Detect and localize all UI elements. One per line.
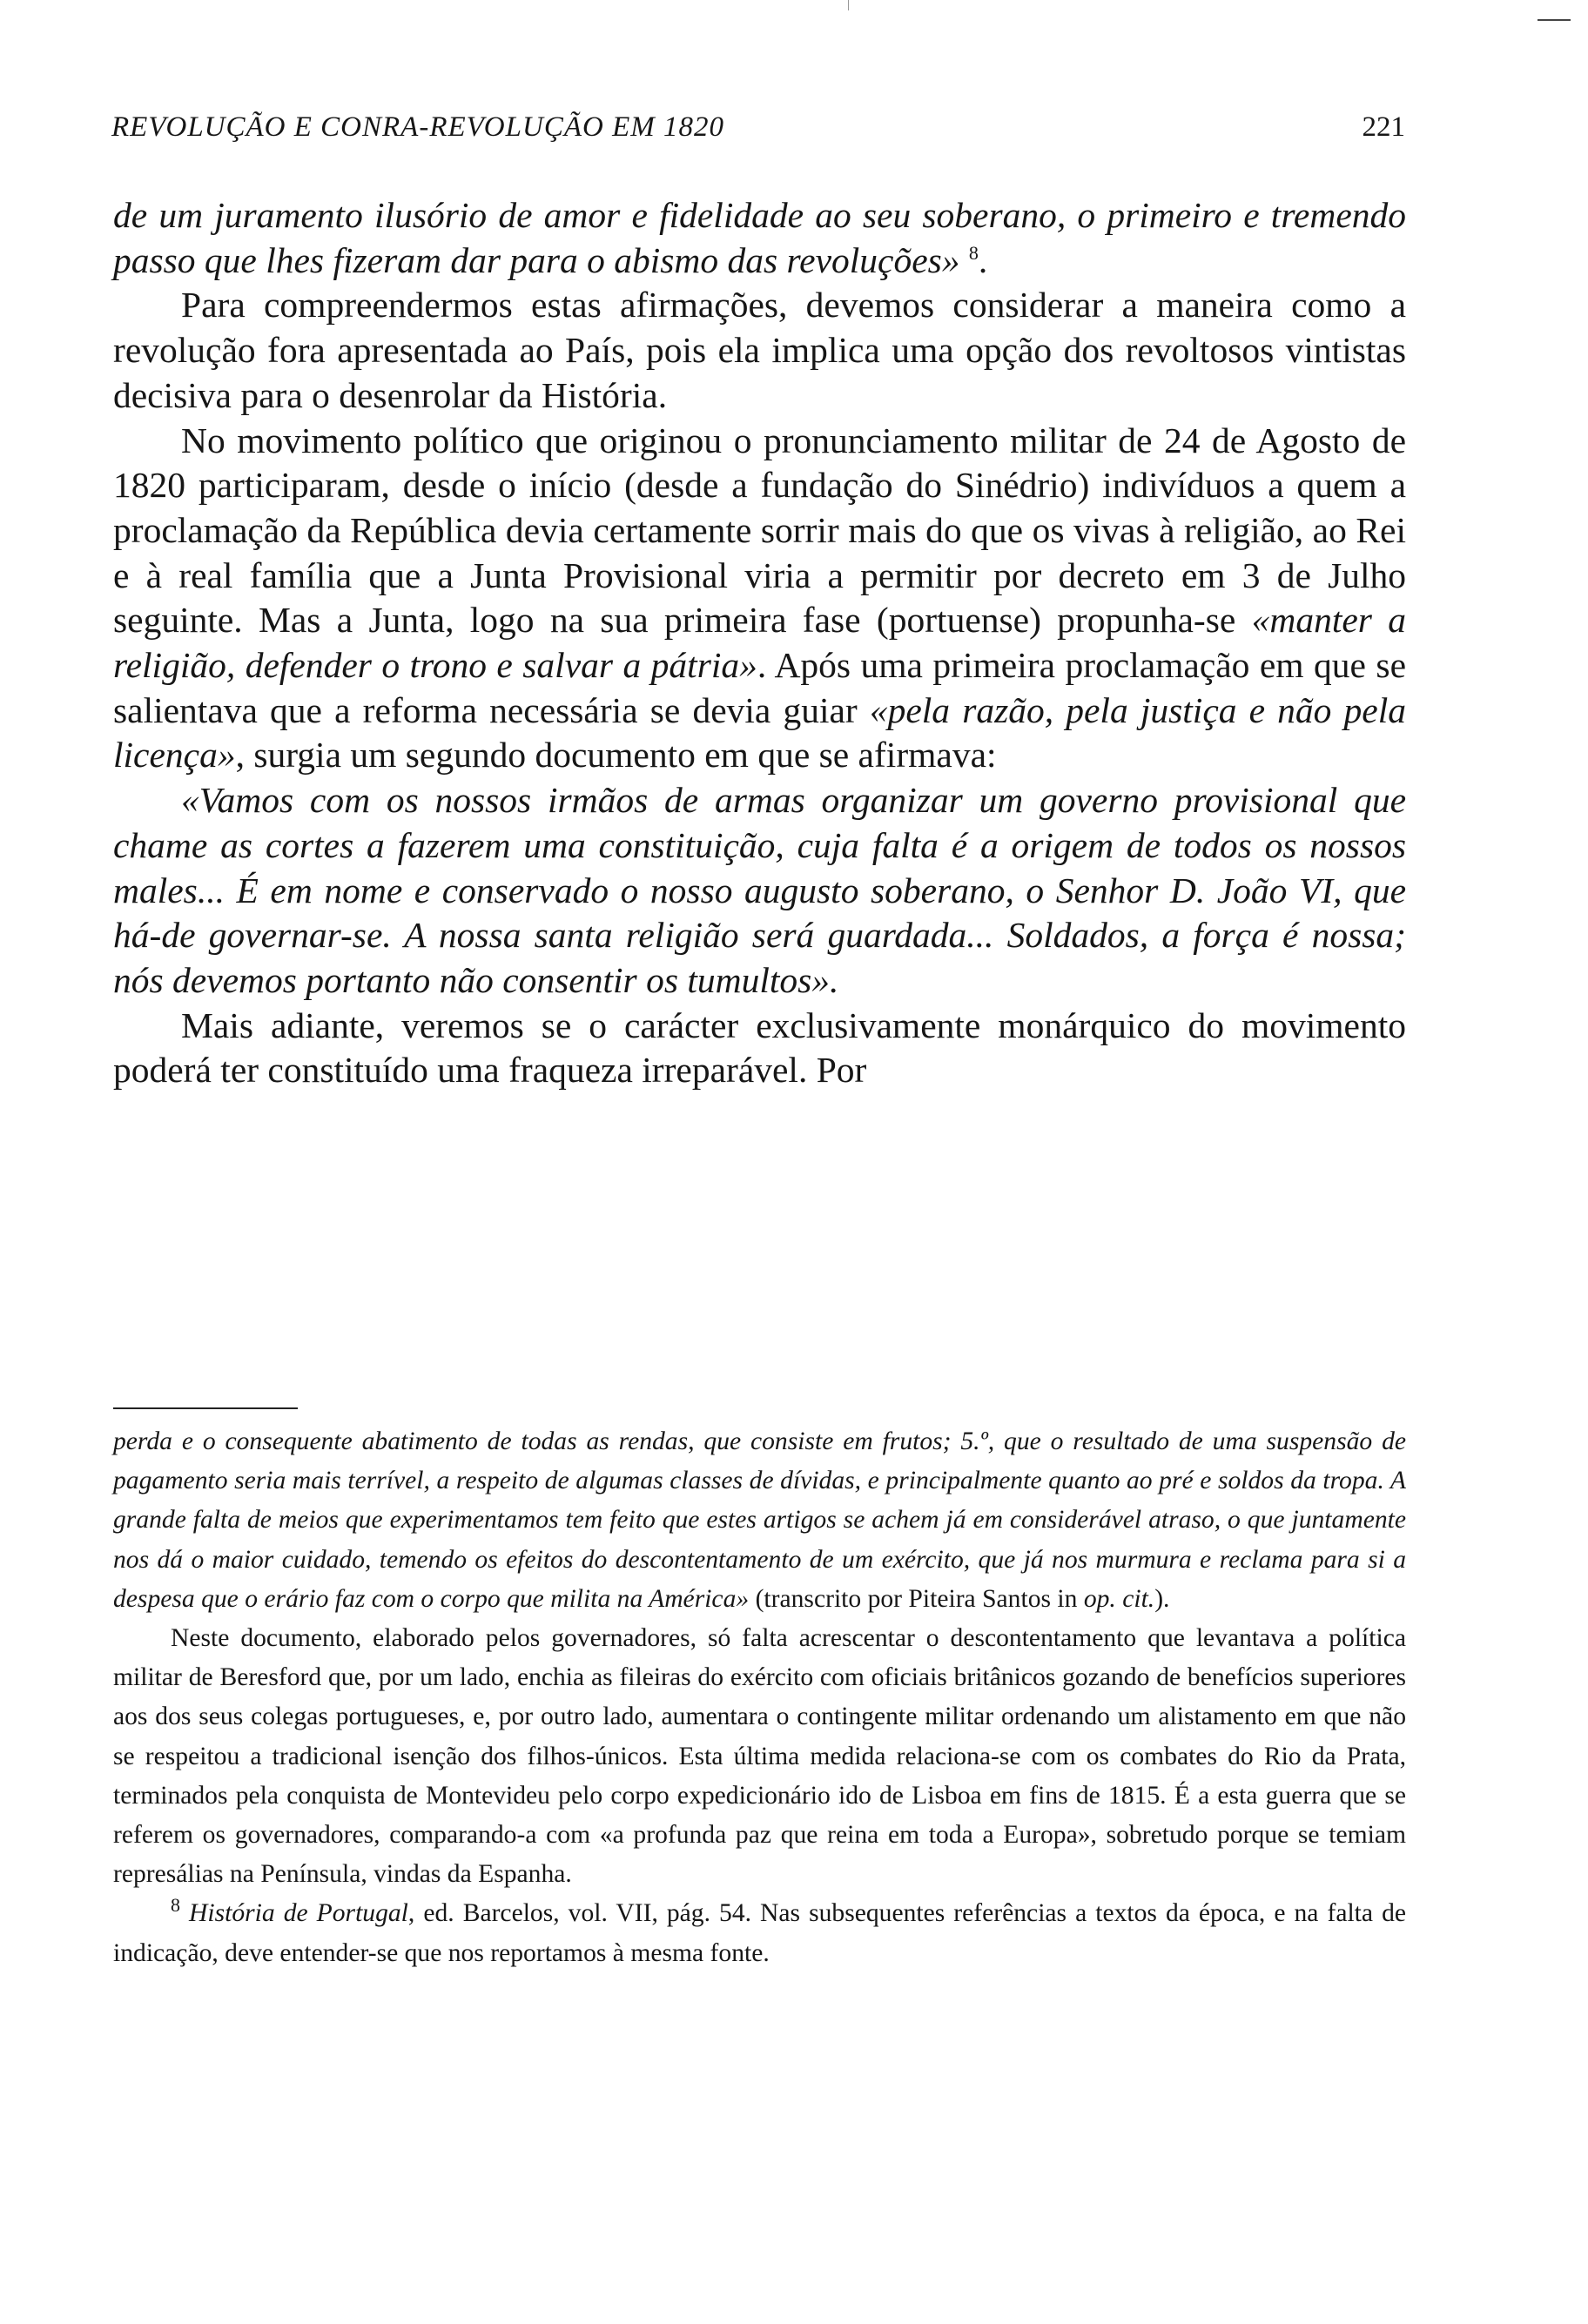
footnote-8: $^8$ História de Portugal, ed. Barcelos, vol. VII, pág. 54. Nas subsequentes referências a textos da época, e na falta de indicação, deve entender-se que nos reportamos à mesma fonte.: [113, 1894, 1406, 1967]
running-header: [111, 111, 1405, 144]
page-number: 221: [1362, 111, 1405, 143]
paragraph: Mais adiante, veremos se o carácter exclusivamente monárquico do movimento poderá ter constituído uma fraqueza irreparável. Por: [113, 1004, 1406, 1091]
paragraph: Para compreendermos estas afirmações, devemos considerar a maneira como a revolução fora apresentada ao País, pois ela implica uma opção dos revoltosos vintistas decisiva para o desenrolar da História.: [113, 285, 1406, 415]
quoted-text: «manter a religião, defender o trono e salvar a pátria»: [113, 600, 1406, 686]
footnote-paragraph: Neste documento, elaborado pelos governadores, só falta acrescentar o descontentamento que levantava a política militar de Beresford que, por um lado, enchia as fileiras do exército com oficiais britânicos gozando de benefícios superiores aos dos seus colegas portugueses, e, por outro lado, aumentara o contingente militar ordenando um alistamento em que não se respeitou a tradicional isenção dos filhos-únicos. Esta última medida relaciona-se com os combates do Rio da Prata, terminados pela conquista de Montevideu pelo corpo expedicionário ido de Lisboa em fins de 1815. É a esta guerra que se referem os governadores, comparando-a com «a profunda paz que reina em toda a Europa», sobretudo porque se temiam represálias na Península, vindas da Espanha.: [113, 1624, 1406, 1889]
paragraph: No movimento político que originou o pronunciamento militar de 24 de Agosto de 1820 participaram, desde o início (desde a fundação do Sinédrio) indivíduos a quem a proclamação da República devia certamente sorrir mais do que os vivas à religião, ao Rei e à real família que a Junta Provisional viria a permitir por decreto em 3 de Julho seguinte. Mas a Junta, logo na sua primeira fase (portuense) propunha-se «manter a religião, defender o trono e salvar a pátria». Após uma primeira proclamação em que se salientava que a reforma necessária se devia guiar «pela razão, pela justiça e não pela licença», surgia um segundo documento em que se afirmava:: [113, 420, 1407, 776]
cited-work: História de Portugal: [189, 1899, 408, 1928]
paragraph-continuation: de um juramento ilusório de amor e fidelidade ao seu soberano, o primeiro e tremendo passo que lhes fizeram dar para o abismo das revoluções» $^8$.: [113, 195, 1406, 280]
running-title: REVOLUÇÃO E CONRA-REVOLUÇÃO EM 1820: [111, 111, 724, 143]
footnotes: [113, 1422, 1406, 1973]
block-quote: «Vamos com os nossos irmãos de armas organizar um governo provisional que chame as cortes a fazerem uma constituição, cuja falta é a origem de todos os nossos males... É em nome e conservado o nosso augusto soberano, o Senhor D. João VI, que há-de governar-se. A nossa santa religião será guardada... Soldados, a força é nossa; nós devemos portanto não consentir os tumultos».: [113, 780, 1406, 1000]
footnote-ref: 8: [968, 241, 979, 264]
main-text: [113, 193, 1406, 1093]
scan-mark: [848, 0, 849, 10]
footnote-marker: 8: [171, 1894, 180, 1917]
footnote-separator: [113, 1407, 298, 1409]
scan-mark: [1538, 19, 1571, 21]
footnote-continuation: perda e o consequente abatimento de todas as rendas, que consiste em frutos; 5.º, que o resultado de uma suspensão de pagamento seria mais terrível, a respeito de algumas classes de dívidas, e principalmente quanto ao pré e soldos da tropa. A grande falta de meios que experimentamos tem feito que estes artigos se achem já em considerável atraso, o que juntamente nos dá o maior cuidado, temendo os efeitos do descontentamento de um exército, que já nos murmura e reclama para si a despesa que o erário faz com o corpo que milita na América» (transcrito por Piteira Santos in op. cit.).: [113, 1427, 1406, 1613]
quoted-text: de um juramento ilusório de amor e fidelidade ao seu soberano, o primeiro e tremendo passo que lhes fizeram dar para o abismo das revoluções»: [113, 195, 1406, 280]
quoted-text: «pela razão, pela justiça e não pela licença»: [113, 689, 1407, 776]
